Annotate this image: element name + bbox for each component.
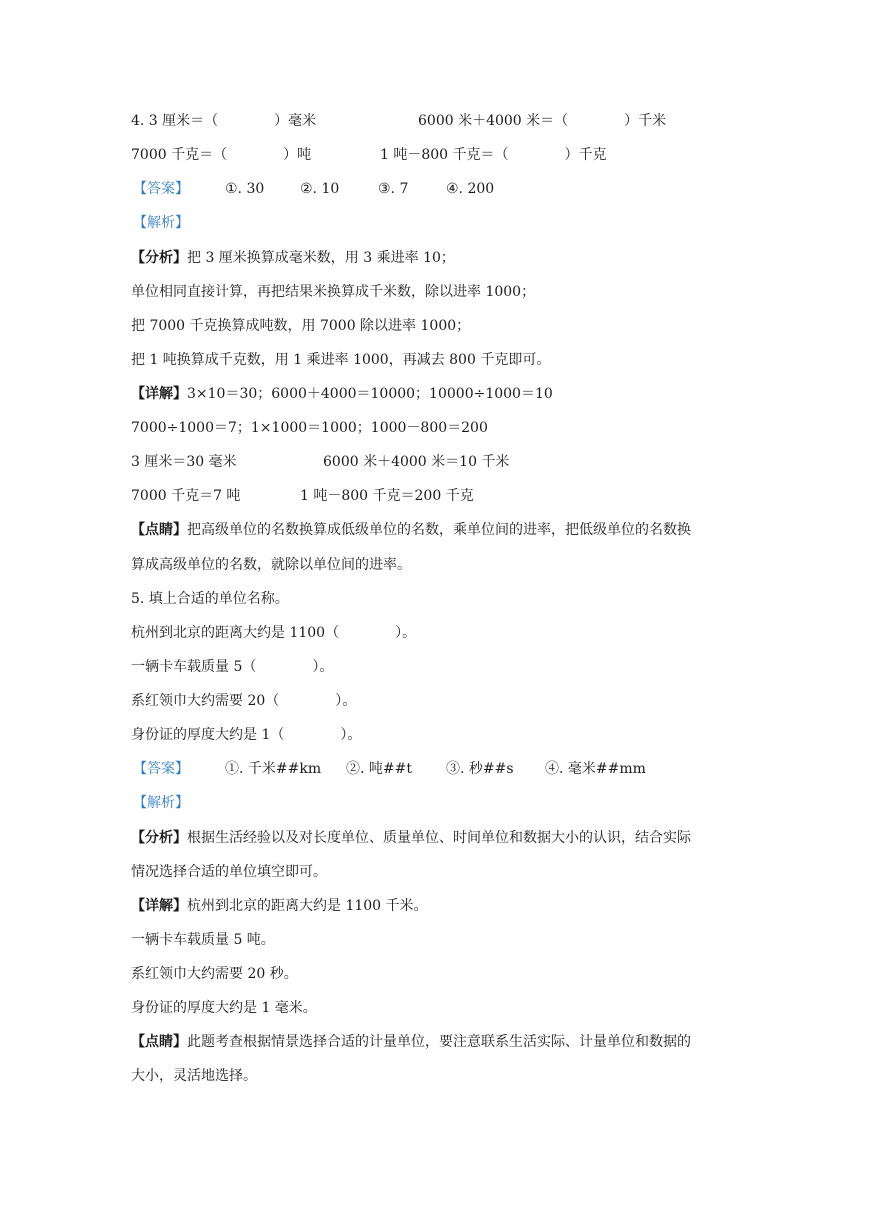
- q5-analysis-label: 【解析】: [133, 795, 189, 811]
- q5-answer-4: ④. 毫米##mm: [545, 761, 646, 777]
- q5-answer-label: 【答案】: [133, 761, 189, 777]
- q4-xiangjie-line-1: [131, 384, 553, 404]
- q4-fenxi-line-2: 单位相同直接计算，再把结果米换算成千米数，除以进率 1000；: [131, 284, 536, 300]
- q4-dianjing-line-1: [131, 520, 691, 540]
- q4-answer-label: 【答案】: [133, 181, 189, 197]
- q4-row1-left: 4. 3 厘米＝（ ）毫米: [131, 113, 317, 129]
- q4-answer-4: ④. 200: [446, 181, 495, 197]
- q4-xiangjie-text-1: 3×10＝30；6000＋4000＝10000；10000÷1000＝10: [187, 386, 553, 402]
- q5-item-3: 系红领巾大约需要 20（ ）。: [131, 693, 357, 709]
- q5-fenxi-text-1: 根据生活经验以及对长度单位、质量单位、时间单位和数据大小的认识，结合实际: [187, 830, 691, 846]
- q5-fenxi-line-1: [131, 828, 691, 848]
- q5-dianjing-label: 【点睛】: [131, 1034, 187, 1050]
- q4-analysis-label: 【解析】: [133, 215, 189, 231]
- q4-result-row2-right: 1 吨－800 千克＝200 千克: [300, 488, 474, 504]
- q4-answer-2: ②. 10: [300, 181, 340, 197]
- q5-xiangjie-line-2: 一辆卡车载质量 5 吨。: [131, 932, 275, 948]
- q4-dianjing-text-1: 把高级单位的名数换算成低级单位的名数，乘单位间的进率，把低级单位的名数换: [187, 522, 691, 538]
- q4-fenxi-label: 【分析】: [131, 250, 187, 266]
- q5-xiangjie-label: 【详解】: [131, 898, 187, 914]
- q4-answer-1: ①. 30: [225, 181, 265, 197]
- q5-xiangjie-text-1: 杭州到北京的距离大约是 1100 千米。: [187, 898, 428, 914]
- q5-dianjing-line-2: 大小，灵活地选择。: [131, 1068, 257, 1084]
- q4-result-row1-right: 6000 米＋4000 米＝10 千米: [323, 454, 510, 470]
- q4-fenxi-text-1: 把 3 厘米换算成毫米数，用 3 乘进率 10；: [187, 250, 455, 266]
- q4-dianjing-line-2: 算成高级单位的名数，就除以单位间的进率。: [131, 557, 411, 573]
- q5-item-4: 身份证的厚度大约是 1（ ）。: [131, 727, 362, 743]
- q5-fenxi-line-2: 情况选择合适的单位填空即可。: [131, 864, 327, 880]
- q4-answer-3: ③. 7: [378, 181, 409, 197]
- q5-fenxi-label: 【分析】: [131, 830, 187, 846]
- q4-fenxi-line-4: 把 1 吨换算成千克数，用 1 乘进率 1000，再减去 800 千克即可。: [131, 352, 551, 368]
- q5-dianjing-text-1: 此题考查根据情景选择合适的计量单位，要注意联系生活实际、计量单位和数据的: [187, 1034, 691, 1050]
- q5-dianjing-line-1: [131, 1032, 691, 1052]
- q5-item-2: 一辆卡车载质量 5（ ）。: [131, 659, 334, 675]
- q5-xiangjie-line-1: [131, 896, 428, 916]
- q5-xiangjie-line-3: 系红领巾大约需要 20 秒。: [131, 966, 298, 982]
- q5-answer-2: ②. 吨##t: [346, 761, 412, 777]
- q4-dianjing-label: 【点睛】: [131, 522, 187, 538]
- q4-row1-right: 6000 米＋4000 米＝（ ）千米: [418, 113, 667, 129]
- q5-answer-1: ①. 千米##km: [225, 761, 322, 777]
- q4-fenxi-line-1: [131, 248, 455, 268]
- q5-answer-3: ③. 秒##s: [446, 761, 514, 777]
- q4-fenxi-line-3: 把 7000 千克换算成吨数，用 7000 除以进率 1000；: [131, 318, 471, 334]
- q4-xiangjie-label: 【详解】: [131, 386, 187, 402]
- q4-result-row1-left: 3 厘米＝30 毫米: [131, 454, 237, 470]
- q5-title: 5. 填上合适的单位名称。: [131, 591, 289, 607]
- q4-xiangjie-line-2: 7000÷1000＝7；1×1000＝1000；1000－800＝200: [131, 420, 488, 436]
- q5-item-1: 杭州到北京的距离大约是 1100（ ）。: [131, 625, 417, 641]
- q4-row2-right: 1 吨－800 千克＝（ ）千克: [380, 147, 607, 163]
- q4-result-row2-left: 7000 千克＝7 吨: [131, 488, 241, 504]
- q5-xiangjie-line-4: 身份证的厚度大约是 1 毫米。: [131, 1000, 317, 1016]
- q4-row2-left: 7000 千克＝（ ）吨: [131, 147, 312, 163]
